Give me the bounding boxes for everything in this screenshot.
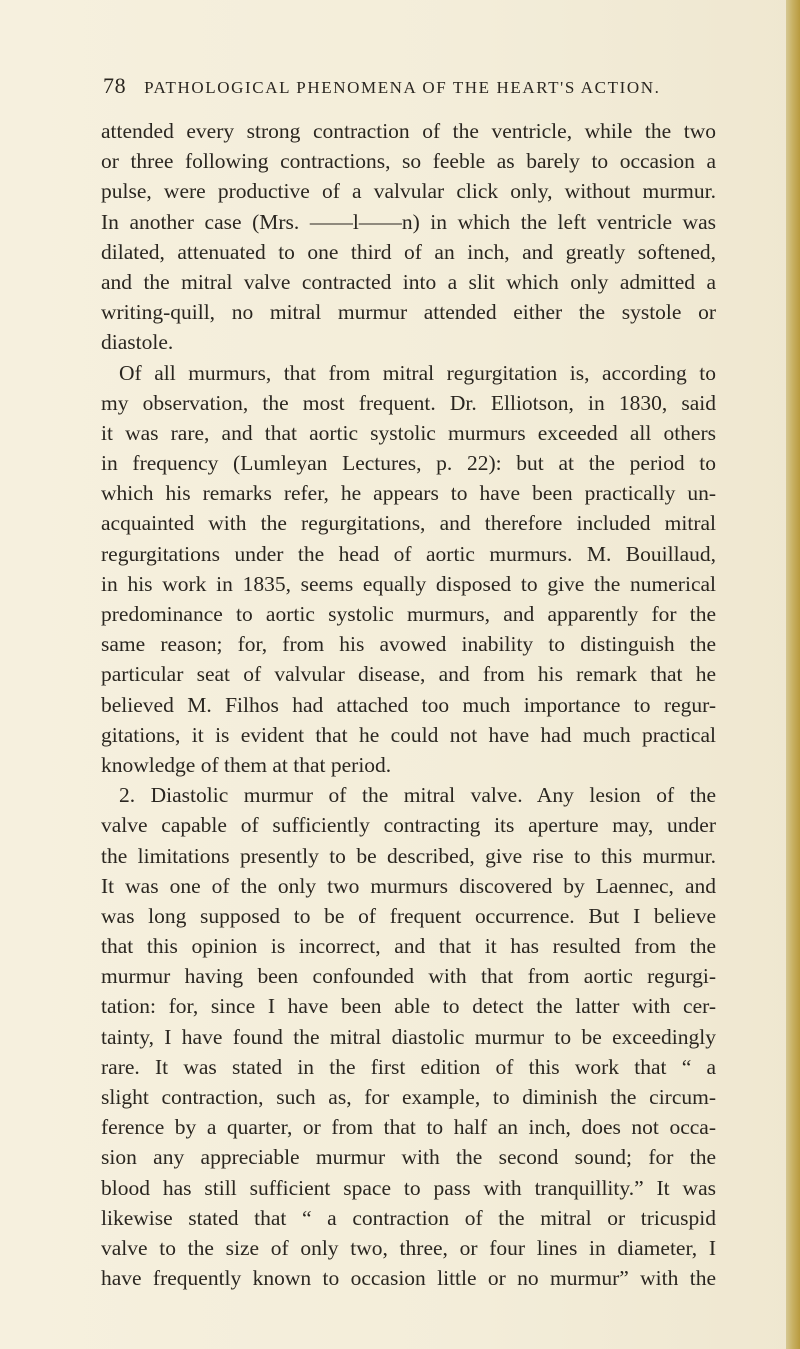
- text-line: murmur having been confounded with that from aortic regurgi-: [101, 964, 716, 989]
- text-line: or three following contractions, so feeble as barely to occasion a: [101, 149, 716, 174]
- text-line: that this opinion is incorrect, and that it has resulted from the: [101, 934, 716, 959]
- text-line: the limitations presently to be described, give rise to this murmur.: [101, 843, 716, 868]
- text-line: gitations, it is evident that he could not have had much practical: [101, 722, 716, 747]
- text-line: was long supposed to be of frequent occurrence. But I believe: [101, 903, 716, 928]
- text-line: writing-quill, no mitral murmur attended either the systole or: [101, 300, 716, 325]
- text-line: It was one of the only two murmurs discovered by Laennec, and: [101, 873, 716, 898]
- text-line: believed M. Filhos had attached too much importance to regur-: [101, 692, 716, 717]
- text-line: regurgitations under the head of aortic murmurs. M. Bouillaud,: [101, 541, 716, 566]
- text-line: tation: for, since I have been able to detect the latter with cer-: [101, 994, 716, 1019]
- text-line: diastole.: [101, 330, 174, 355]
- text-line: valve to the size of only two, three, or four lines in diameter, I: [101, 1235, 716, 1260]
- text-line: which his remarks refer, he appears to have been practically un-: [101, 481, 716, 506]
- text-line: in his work in 1835, seems equally disposed to give the numerical: [101, 571, 716, 596]
- text-line: pulse, were productive of a valvular click only, without murmur.: [101, 179, 716, 204]
- running-head: [103, 73, 723, 99]
- page-number: 78: [103, 73, 127, 98]
- body-text: [101, 116, 716, 1293]
- page-edge: [786, 0, 800, 1349]
- text-line: valve capable of sufficiently contracting its aperture may, under: [101, 813, 716, 838]
- text-line: blood has still sufficient space to pass with tranquillity.” It was: [101, 1175, 716, 1200]
- text-line: Of all murmurs, that from mitral regurgitation is, according to: [119, 360, 716, 385]
- text-line: have frequently known to occasion little or no murmur” with the: [101, 1266, 716, 1291]
- running-head-title: PATHOLOGICAL PHENOMENA OF THE HEART'S ACTION.: [144, 78, 661, 97]
- text-line: particular seat of valvular disease, and from his remark that he: [101, 662, 716, 687]
- text-line: same reason; for, from his avowed inability to distinguish the: [101, 632, 716, 657]
- text-line: predominance to aortic systolic murmurs, and apparently for the: [101, 602, 716, 626]
- text-line: ference by a quarter, or from that to half an inch, does not occa-: [101, 1115, 716, 1140]
- text-line: my observation, the most frequent. Dr. Elliotson, in 1830, said: [101, 390, 716, 415]
- text-line: knowledge of them at that period.: [101, 752, 392, 777]
- text-line: In another case (Mrs. ——l——n) in which the left ventricle was: [101, 209, 716, 234]
- text-line: and the mitral valve contracted into a slit which only admitted a: [101, 269, 716, 294]
- text-line: sion any appreciable murmur with the second sound; for the: [101, 1145, 716, 1170]
- text-line: acquainted with the regurgitations, and therefore included mitral: [101, 511, 716, 536]
- text-line: slight contraction, such as, for example, to diminish the circum-: [101, 1085, 716, 1109]
- text-line: attended every strong contraction of the ventricle, while the two: [101, 119, 716, 143]
- text-line: it was rare, and that aortic systolic murmurs exceeded all others: [101, 420, 716, 445]
- text-line: rare. It was stated in the first edition of this work that “ a: [101, 1054, 716, 1079]
- text-line: tainty, I have found the mitral diastolic murmur to be exceedingly: [101, 1024, 716, 1049]
- text-line: dilated, attenuated to one third of an inch, and greatly softened,: [101, 239, 716, 264]
- text-line: likewise stated that “ a contraction of the mitral or tricuspid: [101, 1205, 716, 1230]
- text-line: 2. Diastolic murmur of the mitral valve. Any lesion of the: [119, 783, 716, 808]
- text-line: in frequency (Lumleyan Lectures, p. 22): but at the period to: [101, 451, 716, 476]
